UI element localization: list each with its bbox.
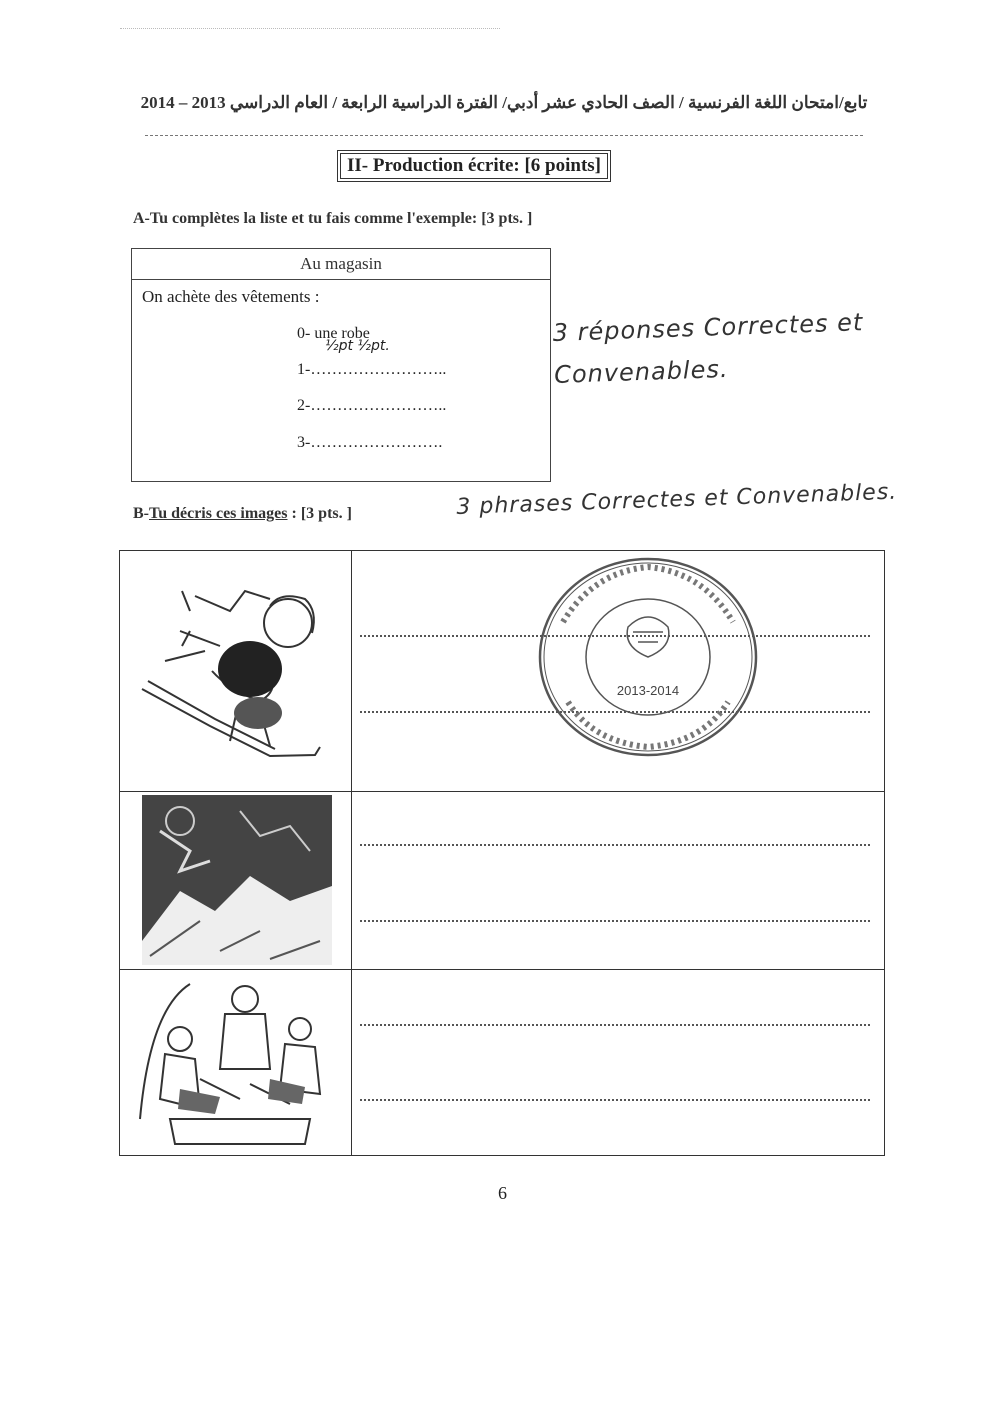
- stamp-year: 2013-2014: [616, 683, 680, 698]
- answer-line-2a[interactable]: [360, 844, 870, 847]
- header-divider: [145, 135, 863, 136]
- answer-line-3a[interactable]: [360, 1024, 870, 1027]
- shop-list-caption: Au magasin: [132, 249, 550, 280]
- shop-list-box: [131, 248, 551, 482]
- shop-list-line-3[interactable]: 3-…………………….: [297, 434, 443, 451]
- skier-image: [120, 551, 351, 791]
- official-stamp: [533, 552, 763, 762]
- grader-note-b: 3 phrases Correctes et Convenables.: [456, 479, 898, 520]
- shop-list-example: 0- une robe: [297, 325, 370, 342]
- image-description-table: [119, 550, 885, 1156]
- shop-list-line-1[interactable]: 1-……………………..: [297, 361, 447, 378]
- section-title: II- Production écrite: [6 points]: [340, 153, 608, 179]
- point-annotation: ½pt ½pt.: [325, 338, 390, 354]
- family-picnic-image: [120, 969, 351, 1153]
- part-b-label: B-: [133, 505, 149, 522]
- part-b-instruction: [133, 505, 352, 523]
- top-rule: [120, 28, 500, 29]
- part-b-instruction-rest: : [3 pts. ]: [287, 505, 352, 522]
- snowy-mountain-image: [120, 791, 351, 969]
- answer-line-3b[interactable]: [360, 1099, 870, 1102]
- shop-list-intro: On achète des vêtements :: [142, 287, 320, 306]
- table-column-divider: [351, 551, 352, 1155]
- grader-note-a: 3 réponses Correctes et Convenables.: [552, 308, 864, 389]
- answer-line-2b[interactable]: [360, 920, 870, 923]
- shop-list-line-2[interactable]: 2-……………………..: [297, 397, 447, 414]
- part-a-instruction: A-Tu complètes la liste et tu fais comme l'exemple: [3 pts. ]: [133, 210, 533, 227]
- page-number: 6: [498, 1183, 507, 1203]
- exam-header: تابع/امتحان اللغة الفرنسية / الصف الحادي عشر أدبي/ الفترة الدراسية الرابعة / العام الدراسي 2013 – 2014: [140, 93, 868, 112]
- part-b-instruction-underlined: Tu décris ces images: [149, 505, 288, 522]
